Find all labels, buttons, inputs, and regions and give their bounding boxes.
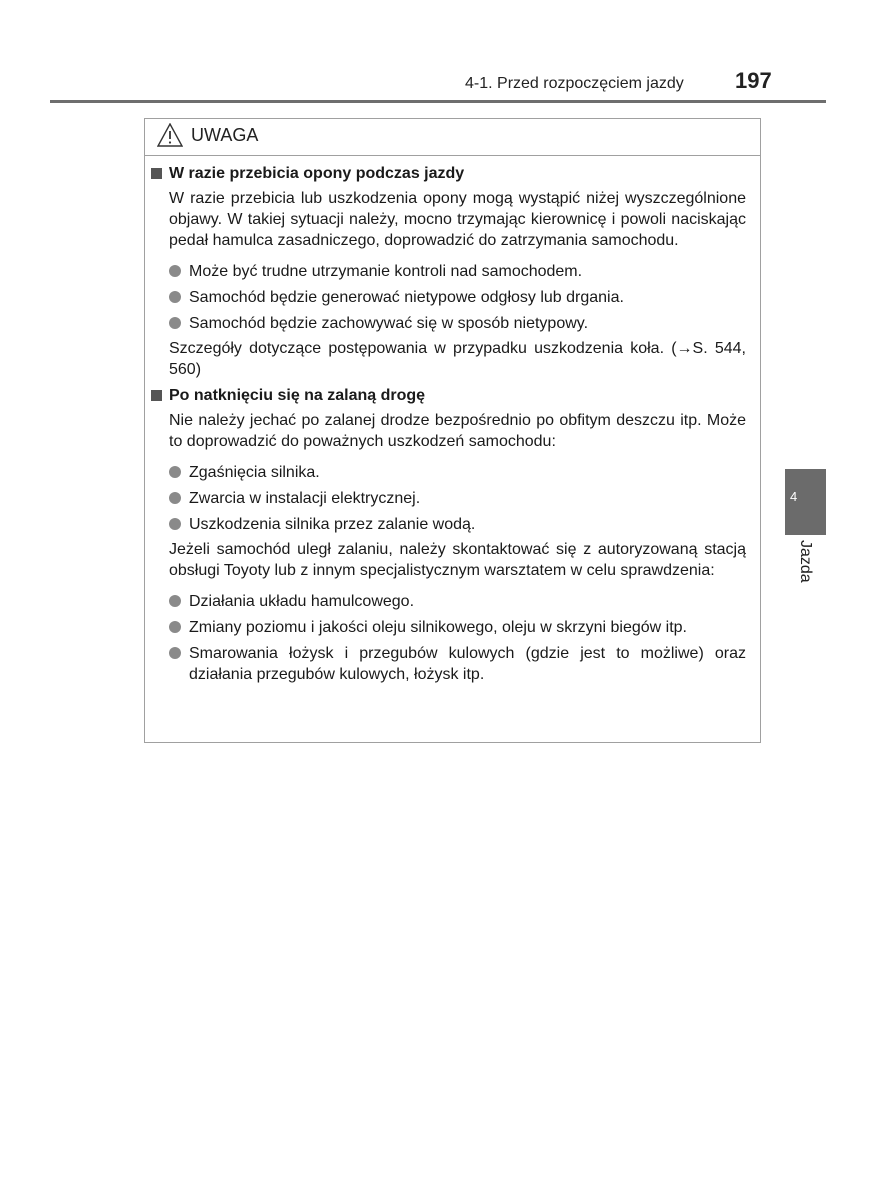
warning-header [145,119,760,156]
square-marker-icon [151,168,162,179]
section-heading [151,163,746,184]
page-number: 197 [735,68,772,93]
bullet-dot-icon [169,647,181,659]
list-item [169,617,746,638]
list-item-text: Może być trudne utrzymanie kontroli nad samochodem. [189,263,583,280]
running-header-section: 4-1. Przed rozpoczęciem jazdy [465,75,684,92]
chapter-label: Jazda [797,540,814,583]
bullet-dot-icon [169,518,181,530]
list-item [169,488,746,509]
bullet-dot-icon [169,466,181,478]
paragraph: W razie przebicia lub uszkodzenia opony mogą wystąpić niżej wyszczególnione objawy. W takiej sytuacji należy, mocno trzymając kierownicę i powoli naciskając pedał hamulca zasadniczego, doprowadzić do zatrzymania samochodu. [169,190,746,249]
list-item-text: Działania układu hamulcowego. [189,593,415,610]
warning-content [145,155,760,685]
list-item-text: Smarowania łożysk i przegubów kulowych (gdzie jest to możliwe) oraz działania przegubów kulowych, łożysk itp. [189,645,746,683]
section-heading [151,385,746,406]
list-item [169,462,746,483]
section-heading-text: Po natknięciu się na zalaną drogę [169,387,426,404]
list-item [169,514,746,535]
warning-title: UWAGA [191,125,259,145]
bullet-dot-icon [169,265,181,277]
bullet-dot-icon [169,492,181,504]
warning-box [144,118,761,743]
bullet-dot-icon [169,291,181,303]
list-item-text: Zgaśnięcia silnika. [189,464,320,481]
header-rule [50,100,826,103]
bullet-dot-icon [169,621,181,633]
warning-triangle-icon [157,123,183,147]
list-item [169,313,746,334]
paragraph: Jeżeli samochód uległ zalaniu, należy skontaktować się z autoryzowaną stacją obsługi Toyoty lub z innym specjalistycznym warsztatem w celu sprawdzenia: [169,541,746,579]
paragraph: Szczegóły dotyczące postępowania w przypadku uszkodzenia koła. (→S. 544, 560) [169,340,746,378]
square-marker-icon [151,390,162,401]
list-item [169,643,746,685]
list-item-text: Zmiany poziomu i jakości oleju silnikowego, oleju w skrzyni biegów itp. [189,619,687,636]
list-item [169,261,746,282]
list-item-text: Samochód będzie generować nietypowe odgłosy lub drgania. [189,289,624,306]
list-item-text: Zwarcia w instalacji elektrycznej. [189,490,421,507]
list-item-text: Samochód będzie zachowywać się w sposób nietypowy. [189,315,589,332]
bullet-dot-icon [169,595,181,607]
chapter-number: 4 [790,489,798,504]
list-item-text: Uszkodzenia silnika przez zalanie wodą. [189,516,476,533]
paragraph: Nie należy jechać po zalanej drodze bezpośrednio po obfitym deszczu itp. Może to doprowadzić do poważnych uszkodzeń samochodu: [169,412,746,450]
bullet-dot-icon [169,317,181,329]
list-item [169,287,746,308]
list-item [169,591,746,612]
chapter-tab [785,469,826,535]
section-heading-text: W razie przebicia opony podczas jazdy [169,165,465,182]
